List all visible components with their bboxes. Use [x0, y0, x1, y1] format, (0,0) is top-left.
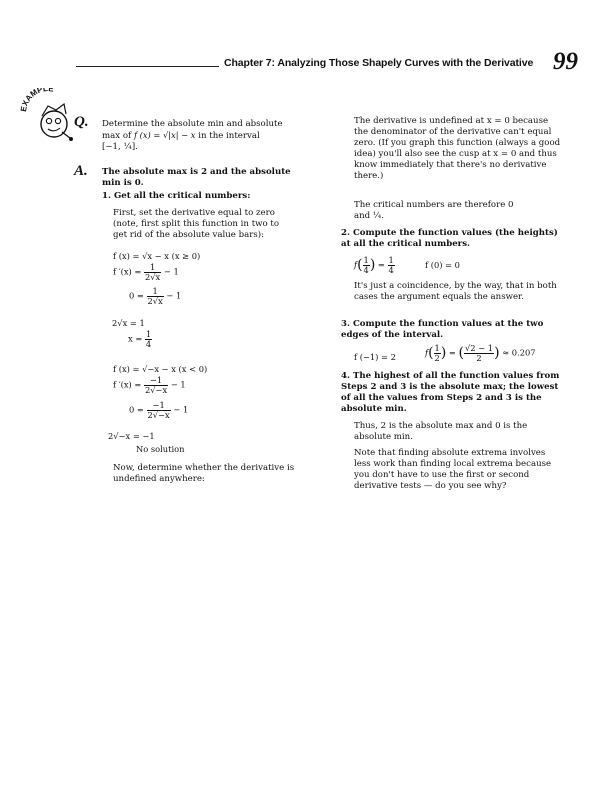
math-pos-line2: f ′(x) = $\frac{1}{2√x}$ − 1: [113, 262, 179, 282]
right-para2: The critical numbers are therefore 0 and ¼.: [354, 200, 514, 222]
step2-text: It's just a coincidence, by the way, that in both cases the argument equals the answer.: [354, 281, 557, 303]
question-text: [102, 119, 307, 153]
math-neg-line5: No solution: [136, 444, 185, 454]
step2-title: 2. Compute the function values (the heights) at all the critical numbers.: [341, 228, 558, 250]
step3-title: 3. Compute the function values at the two edges of the interval.: [341, 319, 544, 341]
step4-text2: Note that finding absolute extrema involves less work than finding local extrema because you don't have to use the first or second derivative tests — do you see why?: [354, 448, 552, 492]
example-badge-text: EXAMPLE: [18, 88, 55, 113]
math-pos-line5: x = $\frac{1}{4}$: [128, 329, 152, 349]
math-neg-line2: f ′(x) = $\frac{-1}{2√-x}$ − 1: [113, 375, 186, 395]
step3-math-b: f( $\frac{1}{2}$ ) = ( $\frac{√2 - 1}{2}$ ) ≈ 0.207: [425, 343, 536, 363]
question-line1: Determine the absolute min and absolute: [102, 119, 283, 129]
right-para1: The derivative is undefined at x = 0 because the denominator of the derivative can't equal zero. (If you graph this function (always a good idea) you'll also see the cusp at x = 0 and thus know immediately that there's no derivative there.): [354, 116, 561, 182]
step1-after: Now, determine whether the derivative is undefined anywhere:: [113, 463, 295, 485]
math-neg-line4: 2√−x = −1: [108, 431, 155, 441]
page-number: 99: [553, 48, 578, 75]
chapter-title: Chapter 7: Analyzing Those Shapely Curves with the Derivative: [224, 57, 534, 69]
step3-math-a: f (−1) = 2: [354, 352, 396, 362]
math-neg-line3: 0 = $\frac{-1}{2√-x}$ − 1: [129, 400, 189, 420]
header-rule: [76, 66, 219, 67]
math-pos-line3: 0 = $\frac{1}{2√x}$ − 1: [129, 286, 182, 306]
step1-title: 1. Get all the critical numbers:: [102, 191, 251, 201]
answer-headline: The absolute max is 2 and the absolute min is 0.: [102, 167, 291, 189]
math-pos-line4: 2√x = 1: [112, 318, 145, 328]
step1-text: First, set the derivative equal to zero (note, first split this function in two to get rid of the absolute value bars):: [113, 208, 280, 241]
math-pos-line1: f (x) = √x − x (x ≥ 0): [113, 251, 201, 261]
math-neg-line1: f (x) = √−x − x (x < 0): [113, 364, 208, 374]
answer-marker: A.: [74, 163, 88, 179]
question-line2b: in the interval: [195, 131, 260, 142]
step4-text1: Thus, 2 is the absolute max and 0 is the absolute min.: [354, 421, 528, 443]
example-badge: [18, 88, 80, 152]
question-line2a: max of: [102, 131, 134, 142]
question-interval: [−1, ¼].: [102, 142, 138, 153]
step4-title: 4. The highest of all the function values from Steps 2 and 3 is the absolute max; the lowest of all the values from Steps 2 and 3 is the absolute min.: [341, 371, 560, 415]
example-wizard-icon: [18, 88, 80, 148]
step2-math-a: f( $\frac{1}{4}$ ) = $\frac{1}{4}$: [354, 255, 394, 275]
question-marker: Q.: [74, 114, 89, 130]
step2-math-b: f (0) = 0: [425, 260, 460, 270]
question-function: f (x) = √|x| − x: [133, 130, 196, 141]
